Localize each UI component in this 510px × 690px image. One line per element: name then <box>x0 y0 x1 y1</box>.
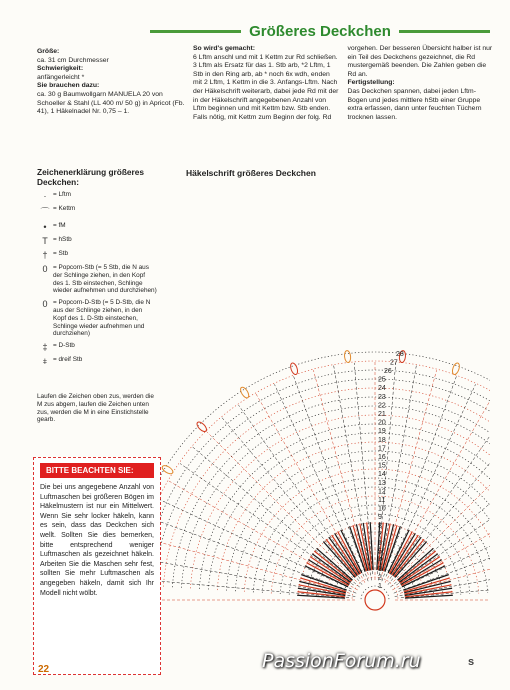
legend-description: = hStb <box>53 236 72 243</box>
legend-item <box>37 250 157 260</box>
title-rule-left <box>150 30 241 33</box>
legend-symbol-icon: † <box>42 250 48 260</box>
round-number: 7 <box>378 531 382 539</box>
diagram-title: Häkelschrift größeres Deckchen <box>186 168 316 178</box>
chain-round <box>208 433 490 590</box>
materials-label: Sie brauchen dazu: <box>37 82 100 90</box>
legend-symbol-icon: ⧧ <box>42 356 48 367</box>
materials-value: ca. 30 g Baumwollgarn MANUELA 20 von Schoeller & Stahl (LL 400 m/ 50 g) in Apricot (Fb. 41), 1 Häkelnadel Nr. 0,75 – 1. <box>37 90 185 116</box>
crochet-chart <box>160 182 490 652</box>
legend-symbol-icon: T <box>42 236 48 246</box>
round-number: 20 <box>378 419 386 427</box>
stitch-spoke <box>256 394 365 583</box>
stitch-fan <box>399 554 438 582</box>
round-number: 23 <box>378 393 386 401</box>
stitch-spoke <box>180 463 354 585</box>
popcorn-stitch-icon <box>451 362 461 375</box>
round-number: 17 <box>378 445 386 453</box>
page-number: 22 <box>38 664 50 675</box>
round-number: 22 <box>378 402 386 410</box>
round-number: 6 <box>378 540 382 547</box>
materials-section <box>37 48 187 117</box>
round-number: 16 <box>378 454 386 461</box>
chain-round <box>235 460 490 591</box>
round-number: 1 <box>378 583 382 590</box>
legend-description: = dreif Stb <box>53 356 83 364</box>
popcorn-stitch-icon <box>289 362 299 375</box>
legend-description: = D-Stb <box>53 342 75 350</box>
stitch-fan <box>329 537 357 576</box>
stitch-spoke <box>334 366 372 581</box>
round-number: 14 <box>378 471 386 479</box>
round-number: 24 <box>378 385 386 393</box>
notice-heading: BITTE BEACHTEN SIE: <box>40 463 154 478</box>
notice-box <box>33 457 161 675</box>
size-value: ca. 31 cm Durchmesser <box>37 56 109 64</box>
round-number: 12 <box>378 488 386 496</box>
legend-note: Laufen die Zeichen oben zus, werden die M zus abgem, laufen die Zeichen unten zus, werden die M in eine Einstichstelle gearb. <box>37 393 154 424</box>
round-number: 25 <box>378 376 386 384</box>
legend-description: = Popcorn-D-Stb (= 5 D-Stb, die N aus der Schlinge ziehen, in den Kopf des 1. D-Stb einstechen, Schlinge wieder aufnehmen und durchziehen) <box>53 299 151 338</box>
size-label: Größe: <box>37 48 60 55</box>
popcorn-stitch-icon <box>161 464 174 475</box>
stitch-spoke <box>160 519 356 594</box>
instructions-text: 6 Lftm anschl und mit 1 Kettm zur Rd schließen. 3 Lftm als Ersatz für das 1. Stb arb, *2 Lftm, 1 Stb in den Ring arb, ab * noch 6x wdh, enden mit 2 Lftm, 1 Kettm in die 3. Anfangs-Lftm. Nach der Häkelschrift weiterarb, dabei jede Rd mit der in der Häkelschrift angegebenen Anzahl von Lftm beginnen und mit Kettm bzw. Stb enden. Falls nötig, mit Kettm zum Beginn der folg. Rd vorgehen. Der besseren Übersicht halber ist nur ein Teil des Deckchens gezeichnet, die Rd mustergemäß beenden. Die Zahlen geben die Rd an. <box>193 45 493 121</box>
page-title: Größeres Deckchen <box>249 22 391 40</box>
round-number: 10 <box>378 505 386 513</box>
round-number: 11 <box>378 497 386 504</box>
legend-symbol-icon: 0 <box>42 264 48 274</box>
round-number: 8 <box>378 522 382 530</box>
round-number: 2 <box>378 574 382 582</box>
instructions-section <box>193 45 495 163</box>
chain-round <box>352 577 398 599</box>
legend-heading: Zeichenerklärung größeres Deckchen: <box>37 167 144 187</box>
legend-item <box>37 236 157 246</box>
chain-round <box>160 352 490 584</box>
finishing-heading: Fertigstellung: <box>347 79 395 87</box>
stitch-spoke <box>207 432 357 582</box>
centre-ring <box>365 590 385 610</box>
round-number: 18 <box>378 436 386 444</box>
round-number: 13 <box>378 479 386 487</box>
round-number: 21 <box>378 411 386 418</box>
round-number: 5 <box>378 548 382 556</box>
stitch-spoke <box>274 384 364 576</box>
page-title-bar <box>150 18 490 44</box>
legend-item <box>37 299 157 338</box>
stitch-fan <box>393 537 421 576</box>
chain-round <box>160 361 490 585</box>
stitch-spoke <box>193 447 360 587</box>
round-number: 28 <box>396 350 404 358</box>
stitch-spoke <box>222 418 362 585</box>
legend-symbol-icon: ‡ <box>42 342 48 353</box>
round-number: 3 <box>378 565 382 573</box>
round-number: 9 <box>378 514 382 522</box>
difficulty-label: Schwierigkeit: <box>37 65 84 73</box>
popcorn-stitch-icon <box>344 350 351 363</box>
legend-item <box>37 222 157 232</box>
title-rule-right <box>399 30 490 33</box>
legend-description: = Popcorn-Stb (= 5 Stb, die N aus der Schlinge ziehen, in den Kopf des 1. Stb einstechen, Schlinge wieder aufnehmen und durchziehen) <box>53 264 157 295</box>
round-number: 4 <box>378 557 382 565</box>
legend-item <box>37 342 157 352</box>
stitch-fan <box>312 554 351 582</box>
legend-item <box>37 264 157 295</box>
legend-symbol-icon: ⌒ <box>40 207 50 217</box>
chain-round <box>253 478 490 592</box>
legend-description: = Stb <box>53 250 69 257</box>
page-end-fragment: s <box>468 656 475 668</box>
legend-item <box>37 356 157 367</box>
symbol-legend <box>37 167 157 367</box>
round-number: 26 <box>384 368 392 375</box>
legend-item <box>37 191 157 201</box>
finishing-text: Das Deckchen spannen, dabei jeden Lftm-Bogen und jedes mittlere hStb einer Gruppe extra erfassen, dann unter feuchten Tüchern trocknen lassen. <box>347 87 482 121</box>
stitch-spoke <box>169 481 358 590</box>
notice-text: Die bei uns angegebene Anzahl von Luftmaschen bei größeren Bögen im Häkelmustern ist nur ein Mittelwert. Wenn Sie sehr locker häkeln, kann es sein, dass das Deckchen sich wellt. Sollten Sie dies bemerken, bitte entsprechend weniger Luftmaschen als gezeichnet häkeln. Arbeiten Sie die Maschen sehr fest, sollten Sie mehr Luftmaschen als angegeben häkeln, damit sich Ihr Modell nicht wölbt. <box>40 484 154 597</box>
chain-round <box>190 415 490 588</box>
legend-item <box>37 205 157 218</box>
round-number: 15 <box>378 462 386 470</box>
popcorn-stitch-icon <box>195 420 208 433</box>
difficulty-value: anfängerleicht * <box>37 73 85 81</box>
stitch-spoke <box>388 418 490 585</box>
chain-round <box>160 370 490 586</box>
round-number: 27 <box>390 359 398 367</box>
instructions-heading: So wird's gemacht: <box>193 45 256 52</box>
round-number: 19 <box>378 428 386 436</box>
watermark: PassionForum.ru <box>262 650 421 672</box>
legend-symbol-icon: · <box>43 191 47 201</box>
legend-description: = Kettm <box>53 205 76 212</box>
legend-symbol-icon: • <box>43 222 47 232</box>
legend-description: = fM <box>53 222 66 229</box>
legend-symbol-icon: 0 <box>42 299 48 310</box>
popcorn-stitch-icon <box>239 386 250 399</box>
legend-description: = Lftm <box>53 191 71 198</box>
chain-round <box>172 397 490 587</box>
